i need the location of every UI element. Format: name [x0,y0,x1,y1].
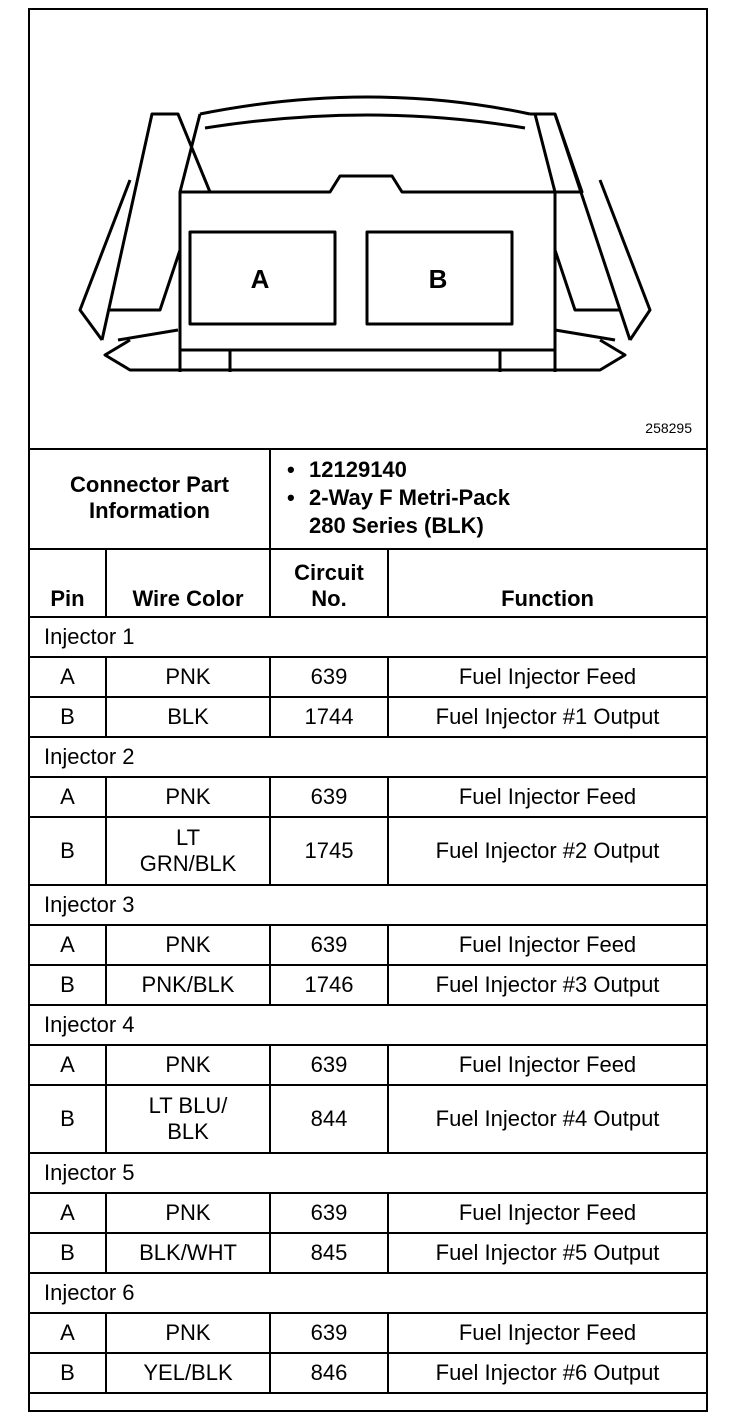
table-row [30,1085,706,1153]
table-row [30,925,706,965]
info-item-text: 12129140 [309,457,407,482]
pin-cell: B [30,697,106,737]
wire-color-line: PNK [165,784,211,809]
pin-cell: A [30,1193,106,1233]
table-row [30,817,706,885]
wire-color-cell [106,817,270,885]
circuit-cell: 639 [270,1045,388,1085]
info-item-text: 280 Series (BLK) [309,513,484,538]
table-row [30,1313,706,1353]
pin-cell: A [30,1045,106,1085]
table-row [30,697,706,737]
function-cell: Fuel Injector Feed [388,1313,706,1353]
wire-color-line: PNK [165,932,211,957]
cavity-a-label: A [250,264,270,294]
wire-color-cell [106,657,270,697]
pin-cell: B [30,817,106,885]
table-row [30,777,706,817]
wire-color-cell [106,1193,270,1233]
wire-color-cell [106,777,270,817]
circuit-cell: 639 [270,1313,388,1353]
circuit-cell: 639 [270,1193,388,1233]
group-name: Injector 2 [30,737,706,777]
circuit-cell: 1744 [270,697,388,737]
wire-color-line: PNK [165,1052,211,1077]
wire-color-line: PNK [165,664,211,689]
circuit-cell: 639 [270,657,388,697]
pin-cell: A [30,1313,106,1353]
circuit-cell: 844 [270,1085,388,1153]
wire-color-line: PNK/BLK [141,972,235,997]
table-row [30,657,706,697]
connector-info-label-text: Connector Part Information [70,472,229,523]
wire-color-line: PNK [165,1320,211,1345]
table-row [30,1193,706,1233]
group-row [30,1005,706,1045]
wire-color-cell [106,1085,270,1153]
function-cell: Fuel Injector #4 Output [388,1085,706,1153]
connector-sheet [28,8,708,1412]
pin-cell: B [30,1233,106,1273]
wire-color-line: BLK [167,704,209,729]
wire-color-line: BLK [167,1119,209,1144]
group-name: Injector 4 [30,1005,706,1045]
group-name: Injector 5 [30,1153,706,1193]
table-row [30,1353,706,1393]
function-cell: Fuel Injector #3 Output [388,965,706,1005]
header-circuit-line1: Circuit [294,560,364,585]
figure-id: 258295 [645,420,692,436]
group-name: Injector 3 [30,885,706,925]
wire-color-cell [106,965,270,1005]
connector-figure [30,10,706,450]
circuit-cell: 639 [270,777,388,817]
header-function: Function [388,549,706,617]
wire-color-cell [106,1233,270,1273]
group-row [30,617,706,657]
wire-color-line: PNK [165,1200,211,1225]
wire-color-line: LT BLU/ [148,1093,228,1118]
circuit-cell: 845 [270,1233,388,1273]
pin-cell: B [30,965,106,1005]
wire-color-line: GRN/BLK [139,851,237,876]
info-item-text: 2-Way F Metri-Pack [309,485,510,510]
wire-color-cell [106,1353,270,1393]
function-cell: Fuel Injector #6 Output [388,1353,706,1393]
connector-info-label [30,448,270,549]
function-cell: Fuel Injector Feed [388,657,706,697]
function-cell: Fuel Injector Feed [388,1193,706,1233]
header-pin: Pin [30,549,106,617]
circuit-cell: 639 [270,925,388,965]
group-name: Injector 6 [30,1273,706,1313]
function-cell: Fuel Injector Feed [388,777,706,817]
header-wire-color: Wire Color [106,549,270,617]
function-cell: Fuel Injector #1 Output [388,697,706,737]
group-row [30,1153,706,1193]
column-header-row [30,549,706,617]
wire-color-cell [106,925,270,965]
group-row [30,885,706,925]
table-row [30,965,706,1005]
cavity-b-label: B [428,264,448,294]
info-item: • 12129140 [287,457,407,482]
pin-cell: A [30,777,106,817]
wire-color-line: LT [175,825,201,850]
wire-color-line: YEL/BLK [143,1360,233,1385]
circuit-cell: 1746 [270,965,388,1005]
circuit-cell: 846 [270,1353,388,1393]
table-row [30,1045,706,1085]
wire-color-line: BLK/WHT [139,1240,237,1265]
function-cell: Fuel Injector #2 Output [388,817,706,885]
header-circuit-line2: No. [311,586,347,611]
circuit-cell: 1745 [270,817,388,885]
function-cell: Fuel Injector Feed [388,1045,706,1085]
function-cell: Fuel Injector Feed [388,925,706,965]
pin-cell: A [30,925,106,965]
connector-info-list [270,448,706,549]
function-cell: Fuel Injector #5 Output [388,1233,706,1273]
pin-cell: A [30,657,106,697]
connector-table [30,448,706,1394]
pin-cell: B [30,1353,106,1393]
wire-color-cell [106,697,270,737]
pin-cell: B [30,1085,106,1153]
group-name: Injector 1 [30,617,706,657]
header-circuit-no [270,549,388,617]
info-item [309,512,706,540]
table-row [30,1233,706,1273]
group-row [30,1273,706,1313]
wire-color-cell [106,1045,270,1085]
group-row [30,737,706,777]
info-item: • 2-Way F Metri-Pack [287,485,510,510]
connector-drawing [30,10,706,446]
connector-info-row [30,448,706,549]
wire-color-cell [106,1313,270,1353]
